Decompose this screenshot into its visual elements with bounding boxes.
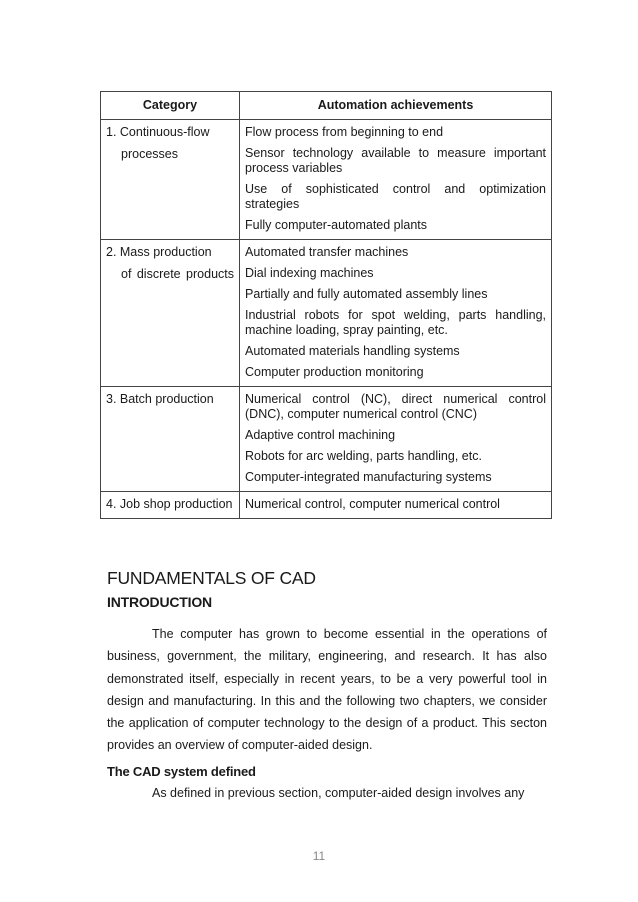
section-heading: FUNDAMENTALS OF CAD [107,568,316,588]
category-line: 2. Mass production [106,245,212,259]
cad-paragraph: As defined in previous section, computer-aided design involves any [152,786,525,800]
header-achievements: Automation achievements [240,92,552,120]
achievement-item: Industrial robots for spot welding, parts handling, machine loading, spray painting, etc. [245,308,546,337]
table-header-row [101,92,552,120]
category-line: 4. Job shop production [106,497,233,511]
table-row [101,492,552,519]
category-cell [101,120,240,240]
automation-table [100,91,552,519]
achievements-cell [240,492,552,519]
category-line: 1. Continuous-flow [106,125,210,139]
category-line: 3. Batch production [106,392,214,406]
category-cell [101,492,240,519]
header-category: Category [101,92,240,120]
table-row [101,120,552,240]
achievement-item: Adaptive control machining [245,428,396,442]
achievement-item: Numerical control, computer numerical control [245,497,500,511]
achievements-cell [240,120,552,240]
category-line: of discrete products [121,267,234,281]
achievement-item: Partially and fully automated assembly lines [245,287,488,301]
intro-paragraph: The computer has grown to become essential in the operations of business, government, the military, engineering, and research. It has also demonstrated itself, especially in recent years, to be a very powerful tool in design and manufacturing. In this and the following two chapters, we consider the application of computer technology to the design of a product. This secton provides an overview of computer-aided design. [107,627,547,753]
category-cell [101,387,240,492]
subsection-heading: INTRODUCTION [107,594,212,610]
achievement-item: Numerical control (NC), direct numerical control (DNC), computer numerical control (CNC) [245,392,546,421]
achievements-cell [240,240,552,387]
achievement-item: Automated materials handling systems [245,344,460,358]
page-number: 11 [312,849,326,863]
cad-system-heading: The CAD system defined [107,764,256,779]
achievement-item: Automated transfer machines [245,245,409,259]
achievement-item: Computer-integrated manufacturing systems [245,470,492,484]
achievement-item: Use of sophisticated control and optimization strategies [245,182,546,211]
achievement-item: Flow process from beginning to end [245,125,444,139]
achievement-item: Computer production monitoring [245,365,424,379]
category-cell [101,240,240,387]
achievement-item: Sensor technology available to measure important process variables [245,146,546,175]
table-row [101,387,552,492]
achievement-item: Robots for arc welding, parts handling, etc. [245,449,482,463]
achievement-item: Fully computer-automated plants [245,218,428,232]
table-row [101,240,552,387]
achievement-item: Dial indexing machines [245,266,374,280]
category-line: processes [121,147,178,161]
achievements-cell [240,387,552,492]
